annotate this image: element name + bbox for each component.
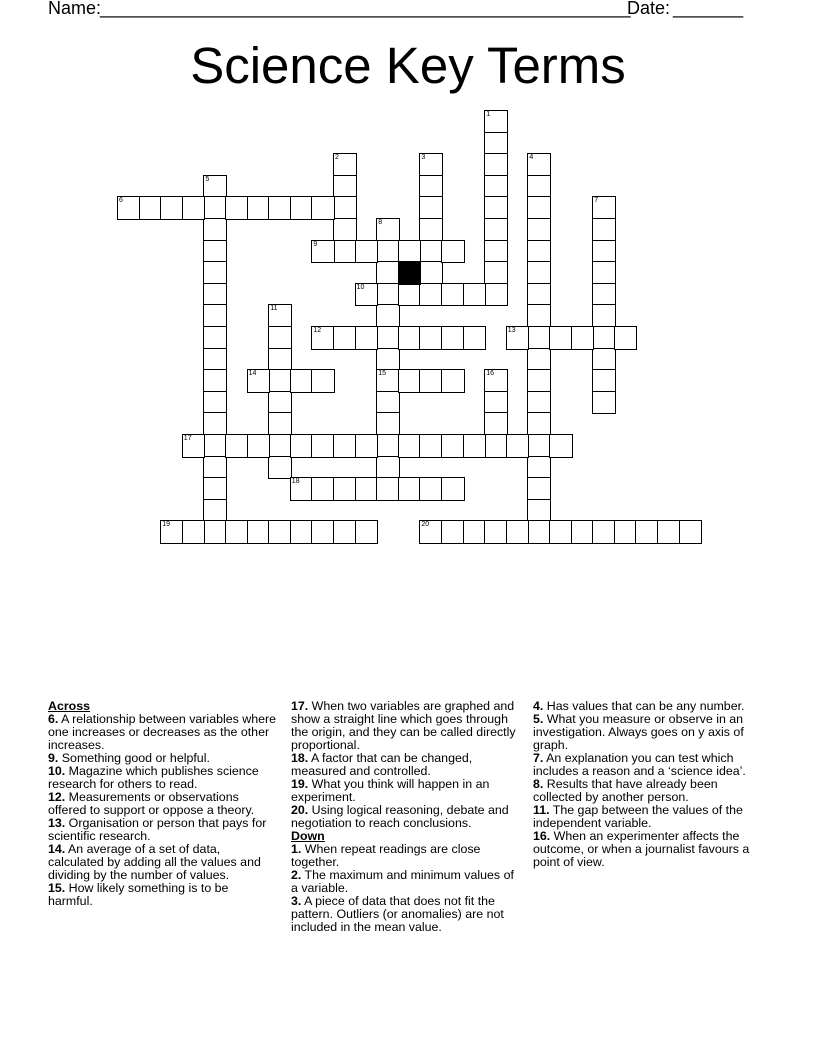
grid-cell[interactable] (527, 348, 551, 372)
grid-cell[interactable] (419, 283, 443, 307)
clue-number: 6. (48, 712, 59, 726)
black-square (398, 261, 422, 285)
clue-number: 18. (291, 751, 309, 765)
grid-cell[interactable] (592, 240, 616, 264)
grid-cell[interactable] (203, 499, 227, 523)
grid-cell[interactable] (376, 477, 400, 501)
grid-cell[interactable] (203, 391, 227, 415)
grid-cell[interactable] (117, 196, 141, 220)
grid-cell[interactable] (290, 520, 314, 544)
grid-cell[interactable] (549, 434, 573, 458)
grid-cell[interactable] (527, 434, 551, 458)
grid-cell[interactable] (160, 196, 184, 220)
grid-cell[interactable] (376, 456, 400, 480)
cell-number: 5 (205, 175, 210, 183)
grid-cell[interactable] (203, 348, 227, 372)
grid-cell[interactable] (376, 240, 400, 264)
grid-cell[interactable] (225, 196, 249, 220)
grid-cell[interactable] (679, 520, 703, 544)
grid-cell[interactable] (592, 391, 616, 415)
grid-cell[interactable] (355, 477, 379, 501)
clue-number: 11. (533, 803, 550, 817)
clue-text: An explanation you can test which includes a reason and a ‘science idea’. (533, 751, 746, 778)
grid-cell[interactable] (139, 196, 163, 220)
grid-cell[interactable] (203, 283, 227, 307)
grid-cell[interactable] (311, 240, 335, 264)
grid-cell[interactable] (398, 434, 422, 458)
grid-cell[interactable] (333, 477, 357, 501)
clue-down (533, 804, 761, 830)
grid-cell[interactable] (203, 477, 227, 501)
grid-cell[interactable] (290, 196, 314, 220)
grid-cell[interactable] (527, 218, 551, 242)
grid-cell[interactable] (355, 326, 379, 350)
grid-cell[interactable] (635, 520, 659, 544)
grid-cell[interactable] (571, 326, 595, 350)
clue-number: 13. (48, 816, 66, 830)
grid-cell[interactable] (247, 196, 271, 220)
grid-cell[interactable] (268, 456, 292, 480)
grid-cell[interactable] (311, 520, 335, 544)
grid-cell[interactable] (463, 520, 487, 544)
grid-cell[interactable] (376, 261, 400, 285)
grid-cell[interactable] (203, 412, 227, 436)
grid-cell[interactable] (376, 434, 400, 458)
clue-number: 19. (291, 777, 309, 791)
grid-cell[interactable] (376, 391, 400, 415)
grid-cell[interactable] (592, 196, 616, 220)
page-title: Science Key Terms (190, 37, 626, 94)
clue-number: 9. (48, 751, 59, 765)
grid-cell[interactable] (398, 326, 422, 350)
grid-cell[interactable] (527, 283, 551, 307)
grid-cell[interactable] (571, 520, 595, 544)
grid-cell[interactable] (484, 412, 508, 436)
grid-cell[interactable] (398, 283, 422, 307)
clue-number: 4. (533, 699, 544, 713)
grid-cell[interactable] (268, 326, 292, 350)
grid-cell[interactable] (398, 240, 422, 264)
clue-number: 17. (291, 699, 309, 713)
grid-cell[interactable] (484, 240, 508, 264)
cell-number: 18 (291, 478, 300, 486)
clue-number: 14. (48, 842, 66, 856)
grid-cell[interactable] (527, 240, 551, 264)
grid-cell[interactable] (484, 283, 508, 307)
grid-cell[interactable] (592, 520, 616, 544)
grid-cell[interactable] (484, 369, 508, 393)
grid-cell[interactable] (268, 196, 292, 220)
grid-cell[interactable] (592, 348, 616, 372)
grid-cell[interactable] (182, 434, 206, 458)
grid-cell[interactable] (484, 153, 508, 177)
grid-cell[interactable] (290, 434, 314, 458)
clue-down (533, 713, 761, 752)
cell-number: 13 (507, 327, 516, 334)
grid-cell[interactable] (398, 369, 422, 393)
grid-cell[interactable] (290, 477, 314, 501)
clue-across (291, 804, 519, 830)
grid-cell[interactable] (484, 132, 508, 156)
grid-cell[interactable] (203, 196, 227, 220)
cell-number: 6 (119, 197, 123, 205)
clue-text: When an experimenter affects the outcome, or when a journalist favours a point of view. (533, 829, 750, 869)
grid-cell[interactable] (506, 434, 530, 458)
clue-text: When repeat readings are close together. (291, 842, 481, 869)
cell-number: 15 (378, 370, 386, 378)
grid-cell[interactable] (311, 477, 335, 501)
grid-cell[interactable] (441, 326, 465, 350)
grid-cell[interactable] (527, 412, 551, 436)
grid-cell[interactable] (549, 520, 573, 544)
date-label: Date: (627, 0, 671, 18)
grid-cell[interactable] (419, 326, 443, 350)
grid-cell[interactable] (203, 261, 227, 285)
grid-cell[interactable] (527, 304, 551, 328)
clue-text: The gap between the values of the independent variable. (533, 803, 743, 830)
grid-cell[interactable] (376, 348, 400, 372)
grid-cell[interactable] (592, 369, 616, 393)
clue-text: A factor that can be changed, measured and controlled. (291, 751, 473, 778)
clue-text: What you measure or observe in an investigation. Always goes on y axis of graph. (533, 712, 744, 752)
grid-cell[interactable] (657, 520, 681, 544)
grid-cell[interactable] (441, 520, 465, 544)
cell-number: 8 (378, 219, 383, 226)
clue-text: A piece of data that does not fit the pattern. Outliers (or anomalies) are not included in the mean value. (291, 894, 504, 934)
grid-cell[interactable] (355, 240, 379, 264)
cell-number: 19 (162, 521, 170, 529)
grid-cell[interactable] (247, 434, 271, 458)
grid-cell[interactable] (203, 434, 227, 458)
grid-cell[interactable] (182, 196, 206, 220)
clue-number: 3. (291, 894, 302, 908)
clue-number: 15. (48, 881, 66, 895)
clue-text: Measurements or observations offered to support or oppose a theory. (48, 790, 255, 817)
clue-text: Something good or helpful. (58, 751, 210, 765)
clue-text: Using logical reasoning, debate and negotiation to reach conclusions. (291, 803, 509, 830)
clue-down (533, 752, 761, 778)
grid-cell[interactable] (203, 304, 227, 328)
name-label: Name: (48, 0, 102, 18)
grid-cell[interactable] (419, 175, 443, 199)
grid-cell[interactable] (441, 434, 465, 458)
clue-across (48, 765, 276, 791)
grid-cell[interactable] (441, 477, 465, 501)
grid-cell[interactable] (419, 520, 443, 544)
grid-cell[interactable] (160, 520, 184, 544)
grid-cell[interactable] (527, 153, 551, 177)
grid-cell[interactable] (463, 326, 487, 350)
clue-text: Magazine which publishes science research for others to read. (48, 764, 259, 791)
grid-cell[interactable] (592, 218, 616, 242)
grid-cell[interactable] (247, 520, 271, 544)
clue-across (48, 713, 276, 752)
cell-number: 4 (529, 154, 534, 162)
grid-cell[interactable] (441, 240, 465, 264)
grid-cell[interactable] (506, 326, 530, 350)
clue-number: 12. (48, 790, 66, 804)
grid-cell[interactable] (484, 110, 508, 134)
grid-cell[interactable] (333, 434, 357, 458)
grid-cell[interactable] (484, 434, 508, 458)
clue-number: 10. (48, 764, 66, 778)
grid-cell[interactable] (527, 175, 551, 199)
grid-cell[interactable] (333, 153, 357, 177)
clue-number: 16. (533, 829, 551, 843)
clue-text: Has values that can be any number. (543, 699, 745, 713)
grid-cell[interactable] (333, 326, 357, 350)
clues-column-3 (533, 700, 761, 869)
grid-cell[interactable] (592, 326, 616, 350)
grid-cell[interactable] (268, 412, 292, 436)
clue-text: The maximum and minimum values of a variable. (291, 868, 514, 895)
grid-cell[interactable] (484, 261, 508, 285)
clues-column-1 (48, 700, 276, 908)
grid-cell[interactable] (203, 240, 227, 264)
grid-cell[interactable] (355, 434, 379, 458)
grid-cell[interactable] (527, 326, 551, 350)
grid-cell[interactable] (419, 477, 443, 501)
grid-cell[interactable] (333, 196, 357, 220)
grid-cell[interactable] (376, 369, 400, 393)
grid-cell[interactable] (225, 520, 249, 544)
grid-cell[interactable] (311, 434, 335, 458)
grid-cell[interactable] (419, 261, 443, 285)
grid-cell[interactable] (268, 369, 292, 393)
clue-across (291, 778, 519, 804)
grid-cell[interactable] (203, 369, 227, 393)
clue-number: 2. (291, 868, 302, 882)
grid-cell[interactable] (592, 283, 616, 307)
grid-cell[interactable] (290, 369, 314, 393)
clue-number: 8. (533, 777, 544, 791)
clue-across (48, 843, 276, 882)
grid-cell[interactable] (268, 348, 292, 372)
grid-cell[interactable] (527, 499, 551, 523)
clue-number: 20. (291, 803, 309, 817)
grid-cell[interactable] (268, 520, 292, 544)
grid-cell[interactable] (419, 240, 443, 264)
clue-text: A relationship between variables where one increases or decreases as the other increases. (48, 712, 277, 752)
grid-cell[interactable] (419, 196, 443, 220)
grid-cell[interactable] (182, 520, 206, 544)
date-field-line: _______ (673, 0, 744, 18)
clue-across (48, 791, 276, 817)
cell-number: 14 (248, 370, 257, 378)
cell-number: 9 (313, 240, 318, 248)
grid-cell[interactable] (311, 369, 335, 393)
grid-cell[interactable] (484, 196, 508, 220)
grid-cell[interactable] (376, 326, 400, 350)
grid-cell[interactable] (419, 434, 443, 458)
grid-cell[interactable] (592, 304, 616, 328)
grid-cell[interactable] (592, 261, 616, 285)
grid-cell[interactable] (268, 304, 292, 328)
grid-cell[interactable] (527, 456, 551, 480)
clue-down (533, 778, 761, 804)
grid-cell[interactable] (398, 477, 422, 501)
grid-cell[interactable] (484, 391, 508, 415)
clue-across (291, 700, 519, 752)
cell-number: 11 (270, 305, 278, 313)
name-field-line: _____________________________________________________ (100, 0, 631, 18)
grid-cell[interactable] (614, 520, 638, 544)
grid-cell[interactable] (441, 369, 465, 393)
grid-cell[interactable] (225, 434, 249, 458)
grid-cell[interactable] (376, 304, 400, 328)
grid-cell[interactable] (203, 456, 227, 480)
clue-text: An average of a set of data, calculated by adding all the values and dividing by the number of values. (48, 842, 261, 882)
grid-cell[interactable] (484, 520, 508, 544)
grid-cell[interactable] (203, 175, 227, 199)
grid-cell[interactable] (463, 283, 487, 307)
clues-column-2 (291, 700, 519, 934)
cell-number: 16 (486, 370, 494, 378)
grid-cell[interactable] (419, 218, 443, 242)
grid-cell[interactable] (203, 326, 227, 350)
grid-cell[interactable] (355, 520, 379, 544)
cell-number: 10 (356, 283, 365, 291)
cell-number: 3 (421, 154, 426, 162)
grid-cell[interactable] (419, 153, 443, 177)
clue-down (291, 869, 519, 895)
grid-cell[interactable] (311, 326, 335, 350)
clue-down (533, 830, 761, 869)
grid-cell[interactable] (527, 391, 551, 415)
grid-cell[interactable] (463, 434, 487, 458)
clue-section-heading: Down (291, 829, 325, 843)
clue-across (48, 882, 276, 908)
grid-cell[interactable] (527, 477, 551, 501)
cell-number: 12 (313, 327, 322, 334)
clue-text: How likely something is to be harmful. (48, 881, 229, 908)
clue-down (291, 843, 519, 869)
grid-cell[interactable] (527, 520, 551, 544)
grid-cell[interactable] (527, 369, 551, 393)
grid-cell[interactable] (268, 391, 292, 415)
clue-text: Organisation or person that pays for scientific research. (48, 816, 267, 843)
grid-cell[interactable] (484, 218, 508, 242)
grid-cell[interactable] (268, 434, 292, 458)
clue-across (291, 752, 519, 778)
grid-cell[interactable] (419, 369, 443, 393)
clue-number: 7. (533, 751, 544, 765)
grid-cell[interactable] (333, 240, 357, 264)
clue-number: 5. (533, 712, 544, 726)
grid-cell[interactable] (376, 412, 400, 436)
grid-cell[interactable] (333, 218, 357, 242)
clue-down (291, 895, 519, 934)
grid-cell[interactable] (203, 520, 227, 544)
grid-cell[interactable] (484, 175, 508, 199)
grid-cell[interactable] (441, 283, 465, 307)
grid-cell[interactable] (614, 326, 638, 350)
clue-text: What you think will happen in an experiment. (291, 777, 490, 804)
grid-cell[interactable] (247, 369, 271, 393)
grid-cell[interactable] (203, 218, 227, 242)
grid-cell[interactable] (355, 283, 379, 307)
clue-across (48, 817, 276, 843)
clue-number: 1. (291, 842, 302, 856)
cell-number: 7 (594, 197, 599, 205)
clue-section-heading: Across (48, 699, 91, 713)
cell-number: 20 (421, 521, 430, 529)
grid-cell[interactable] (527, 196, 551, 220)
grid-cell[interactable] (376, 283, 400, 307)
clue-text: When two variables are graphed and show a straight line which goes through the origin, and they can be called directly proportional. (291, 699, 516, 752)
grid-cell[interactable] (333, 175, 357, 199)
cell-number: 1 (486, 111, 491, 118)
grid-cell[interactable] (506, 520, 530, 544)
clue-text: Results that have already been collected by another person. (533, 777, 718, 804)
grid-cell[interactable] (376, 218, 400, 242)
cell-number: 2 (335, 154, 339, 162)
grid-cell[interactable] (333, 520, 357, 544)
cell-number: 17 (183, 435, 192, 442)
grid-cell[interactable] (527, 261, 551, 285)
grid-cell[interactable] (311, 196, 335, 220)
grid-cell[interactable] (549, 326, 573, 350)
